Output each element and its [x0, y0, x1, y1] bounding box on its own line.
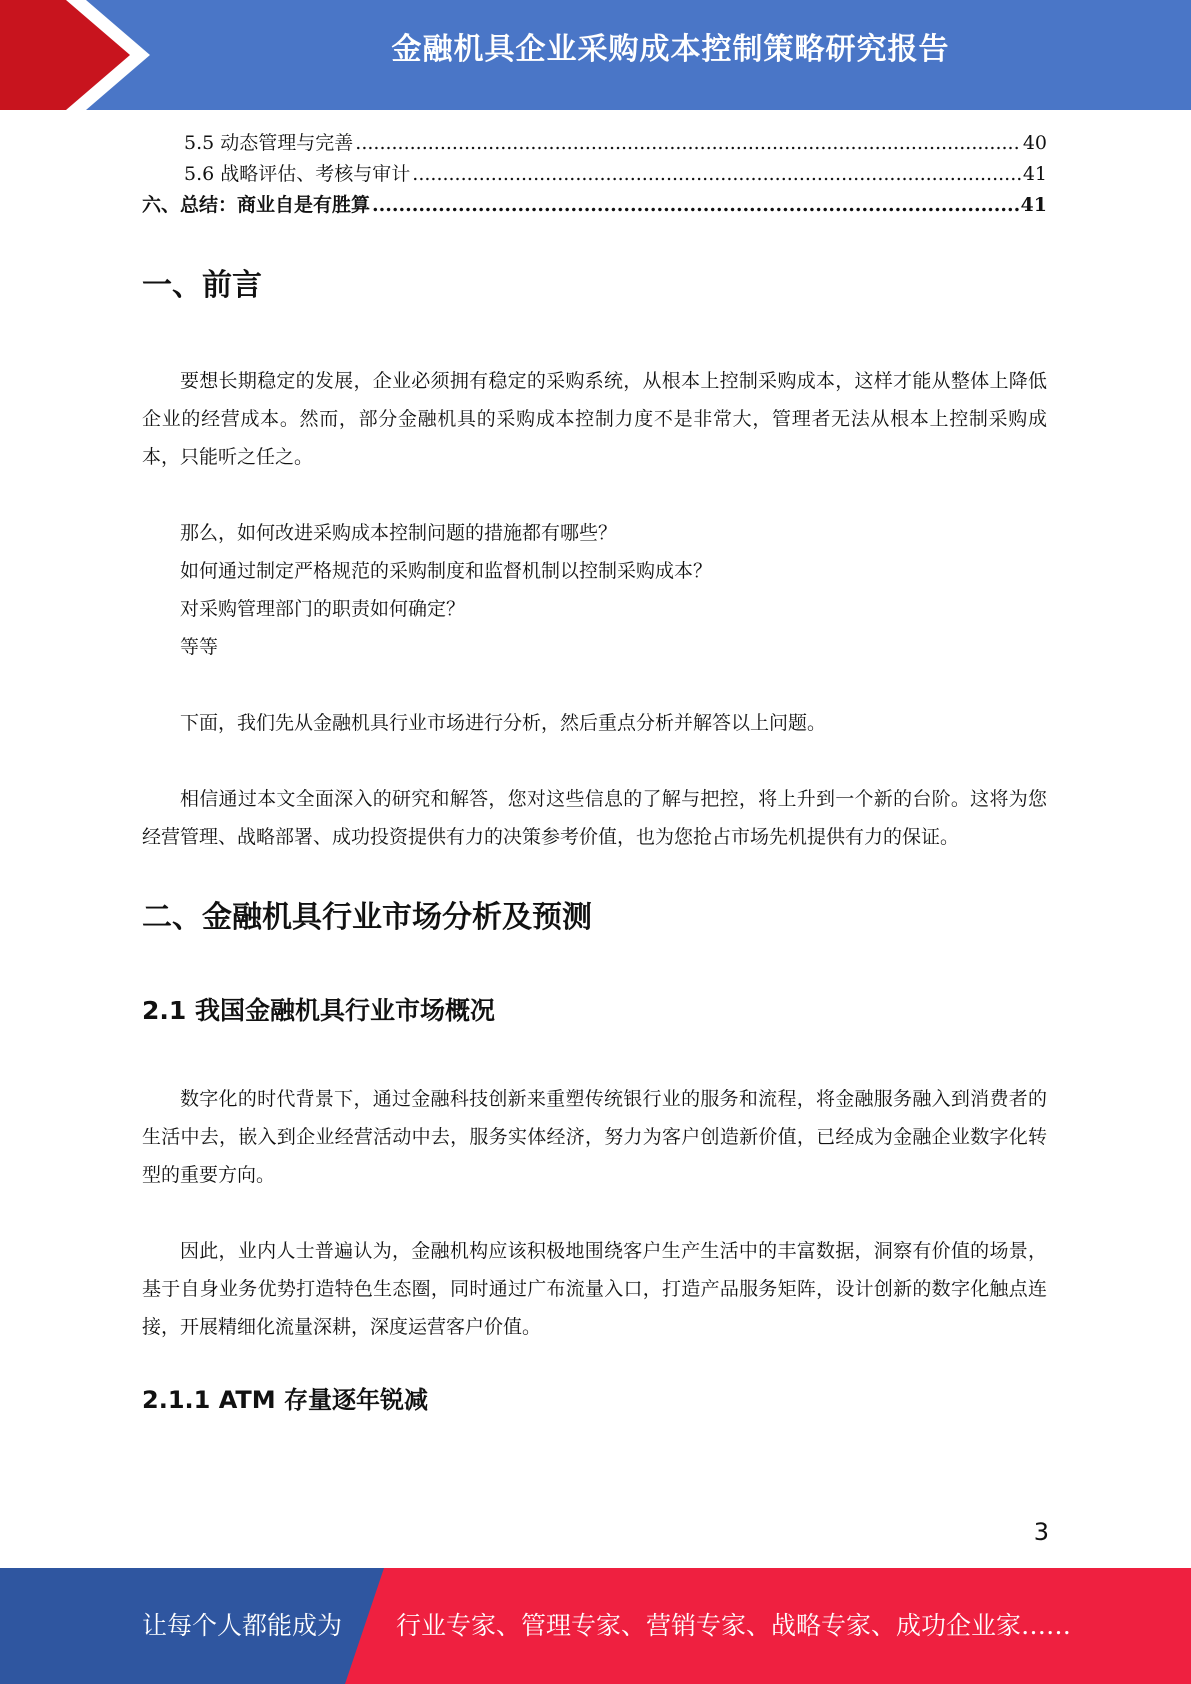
document-body — [142, 258, 1047, 1424]
chevron-arrow-icon — [0, 0, 150, 110]
toc-entry-page: 41 — [1022, 163, 1047, 185]
toc-entry-page: 41 — [1020, 194, 1047, 216]
footer-slogan-left: 让每个人都能成为 — [142, 1611, 343, 1640]
section-heading-preface: 一、前言 — [142, 268, 262, 303]
toc-leader-dots — [412, 163, 1021, 185]
preface-question-3: 对采购管理部门的职责如何确定？ — [180, 598, 466, 620]
toc-entry-page: 40 — [1022, 132, 1047, 154]
subsection-heading-2-1: 2.1 我国金融机具行业市场概况 — [142, 996, 495, 1025]
toc-leader-dots — [372, 194, 1019, 216]
toc-entry-5-5[interactable] — [142, 128, 1047, 159]
market-paragraph-2: 因此，业内人士普遍认为，金融机构应该积极地围绕客户生产生活中的丰富数据，洞察有价值的场景，基于自身业务优势打造特色生态圈，同时通过广布流量入口，打造产品服务矩阵，设计创新的数字化触点连接，开展精细化流量深耕，深度运营客户价值。 — [142, 1240, 1047, 1338]
toc-entry-number: 5.6 — [184, 163, 215, 185]
toc-leader-dots — [355, 132, 1021, 154]
subsection-heading-2-1-1: 2.1.1 ATM 存量逐年锐减 — [142, 1386, 429, 1414]
toc-entry-6[interactable] — [142, 190, 1047, 221]
page-header — [0, 0, 1191, 110]
footer-slogan-right: 行业专家、管理专家、营销专家、战略专家、成功企业家…… — [396, 1611, 1072, 1640]
preface-question-2: 如何通过制定严格规范的采购制度和监督机制以控制采购成本？ — [180, 560, 713, 582]
preface-paragraph-2: 下面，我们先从金融机具行业市场进行分析，然后重点分析并解答以上问题。 — [180, 712, 827, 734]
page-number: 3 — [1033, 1518, 1049, 1546]
toc-entry-label: 六、总结：商业自是有胜算 — [142, 194, 371, 216]
market-paragraph-1: 数字化的时代背景下，通过金融科技创新来重塑传统银行业的服务和流程，将金融服务融入到消费者的生活中去，嵌入到企业经营活动中去，服务实体经济，努力为客户创造新价值，已经成为金融企业数字化转型的重要方向。 — [142, 1088, 1047, 1186]
page-footer — [0, 1568, 1191, 1684]
toc-entry-5-6[interactable] — [142, 159, 1047, 190]
toc-entry-label: 战略评估、考核与审计 — [220, 163, 411, 185]
toc-entry-number: 5.5 — [184, 132, 215, 154]
preface-question-4: 等等 — [180, 636, 219, 658]
preface-paragraph-1: 要想长期稳定的发展，企业必须拥有稳定的采购系统，从根本上控制采购成本，这样才能从整体上降低企业的经营成本。然而，部分金融机具的采购成本控制力度不是非常大，管理者无法从根本上控制采购成本，只能听之任之。 — [142, 370, 1047, 468]
table-of-contents — [142, 128, 1047, 221]
section-heading-market: 二、金融机具行业市场分析及预测 — [142, 900, 592, 935]
preface-paragraph-3: 相信通过本文全面深入的研究和解答，您对这些信息的了解与把控，将上升到一个新的台阶。这将为您经营管理、战略部署、成功投资提供有力的决策参考价值，也为您抢占市场先机提供有力的保证。 — [142, 788, 1047, 848]
preface-question-1: 那么，如何改进采购成本控制问题的措施都有哪些？ — [180, 522, 618, 544]
toc-entry-label: 动态管理与完善 — [220, 132, 354, 154]
report-title: 金融机具企业采购成本控制策略研究报告 — [391, 32, 950, 67]
